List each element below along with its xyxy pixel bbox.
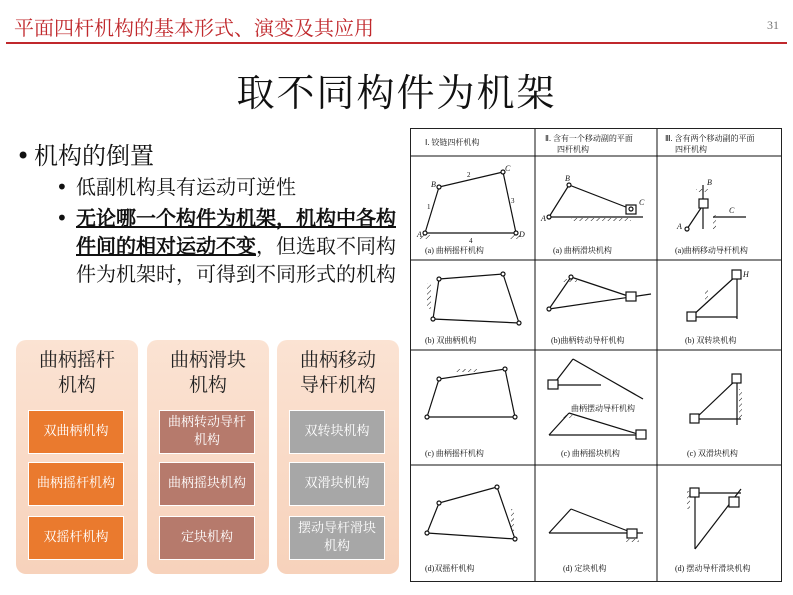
- item-fixed-block: 定块机构: [159, 516, 255, 560]
- bullet-level1: [16, 136, 154, 171]
- item-swinging-block: 曲柄摇块机构: [159, 462, 255, 506]
- diagram-crank-moving-guide-a: [685, 185, 746, 231]
- header-title: 平面四杆机构的基本形式、演变及其应用: [14, 16, 374, 40]
- diagram-swinging-guide-slider-d: [687, 488, 741, 549]
- diagram-double-rotating-block-b: [687, 270, 741, 321]
- category-crank-moving-guide: [277, 340, 399, 574]
- diagram-fixed-block-d: [549, 509, 643, 542]
- item-double-slider: 双滑块机构: [289, 462, 385, 506]
- bullet-dot-icon: •: [16, 142, 31, 170]
- label-2: 2: [467, 171, 471, 179]
- category-label-line1: 曲柄移动: [299, 349, 376, 371]
- category-label-line1: 曲柄摇杆: [38, 349, 115, 371]
- caption-r3c1: (c) 曲柄摇杆机构: [425, 449, 484, 458]
- bullet-level1-text: 机构的倒置: [34, 142, 154, 170]
- label-B: B: [431, 180, 436, 189]
- col-header-1: Ⅰ. 铰链四杆机构: [425, 138, 480, 147]
- col-header-3b: 四杆机构: [675, 145, 707, 154]
- diagram-double-crank-b: [427, 272, 521, 325]
- label-C: C: [639, 198, 645, 207]
- diagram-crank-rocker-c: [425, 367, 517, 419]
- label-1: 1: [427, 203, 431, 211]
- category-label-line2: 导杆机构: [299, 374, 376, 396]
- col-header-3: Ⅲ. 含有两个移动副的平面: [665, 134, 755, 143]
- caption-mid: 曲柄摆动导杆机构: [571, 404, 635, 413]
- label-B: B: [565, 174, 570, 183]
- label-A: A: [417, 230, 422, 239]
- category-crank-rocker: [16, 340, 138, 574]
- category-label: [147, 348, 269, 398]
- category-label-line2: 机构: [188, 374, 227, 396]
- header-divider: [6, 42, 787, 44]
- mechanism-diagram-svg: [411, 129, 781, 581]
- label-A: A: [541, 214, 546, 223]
- label-H: H: [743, 270, 749, 279]
- caption-r2c3: (b) 双转块机构: [685, 336, 737, 345]
- bullet-dot-icon: •: [56, 206, 68, 230]
- label-B: B: [707, 178, 712, 187]
- diagram-rotating-guide-b: [547, 275, 651, 311]
- caption-r2c2: (b)曲柄转动导杆机构: [551, 336, 625, 345]
- caption-r1c3: (a)曲柄移动导杆机构: [675, 246, 748, 255]
- diagram-double-slider-c: [690, 374, 742, 425]
- category-label-line2: 机构: [57, 374, 96, 396]
- label-3: 3: [511, 197, 515, 205]
- category-label-line1: 曲柄滑块: [169, 349, 246, 371]
- label-D: D: [519, 230, 525, 239]
- item-rotating-guide: 曲柄转动导杆机构: [159, 410, 255, 454]
- col-header-2: Ⅱ. 含有一个移动副的平面: [545, 134, 633, 143]
- label-C: C: [729, 206, 735, 215]
- item-crank-rocker: 曲柄摇杆机构: [28, 462, 124, 506]
- diagram-double-rocker-d: [425, 485, 517, 541]
- diagram-swinging-guide-c: [548, 359, 646, 439]
- figure-grid: [411, 129, 781, 581]
- item-double-rocker: 双摇杆机构: [28, 516, 124, 560]
- caption-r1c2: (a) 曲柄滑块机构: [553, 246, 612, 255]
- bullet-dot-icon: •: [56, 175, 68, 199]
- caption-r4c3: (d) 摆动导杆滑块机构: [675, 564, 751, 573]
- item-swinging-guide-slider: 摆动导杆滑块机构: [289, 516, 385, 560]
- caption-r3c2: (c) 曲柄摇块机构: [561, 449, 620, 458]
- diagram-crank-slider-a: [547, 183, 643, 221]
- bullet-item-1: [56, 173, 396, 201]
- bullet-item-2: [56, 204, 396, 288]
- item-double-crank: 双曲柄机构: [28, 410, 124, 454]
- caption-r1c1: (a) 曲柄摇杆机构: [425, 246, 484, 255]
- mechanism-figure: [410, 128, 782, 582]
- category-label: [277, 348, 399, 398]
- label-C: C: [505, 164, 511, 173]
- caption-r3c3: (c) 双滑块机构: [687, 449, 738, 458]
- bullet-item-2-emphasis: 无论哪一个构件为机架，机构中各构件间的相对运动不变: [76, 206, 396, 258]
- bullet-item-2-text: [56, 204, 396, 288]
- bullet-item-2-rest: ，但选取不同构件为机架时，可得到不同形式的机构: [76, 234, 396, 286]
- label-A: A: [677, 222, 682, 231]
- label-4: 4: [469, 237, 473, 245]
- caption-r4c1: (d)双摇杆机构: [425, 564, 475, 573]
- col-header-2b: 四杆机构: [557, 145, 589, 154]
- caption-r2c1: (b) 双曲柄机构: [425, 336, 477, 345]
- item-double-rotating-block: 双转块机构: [289, 410, 385, 454]
- slide-title: 取不同构件为机架: [236, 71, 557, 115]
- category-crank-slider: [147, 340, 269, 574]
- category-label: [16, 348, 138, 398]
- bullet-item-1-text: 低副机构具有运动可逆性: [76, 175, 296, 199]
- page-number: 31: [767, 18, 779, 32]
- caption-r4c2: (d) 定块机构: [563, 564, 607, 573]
